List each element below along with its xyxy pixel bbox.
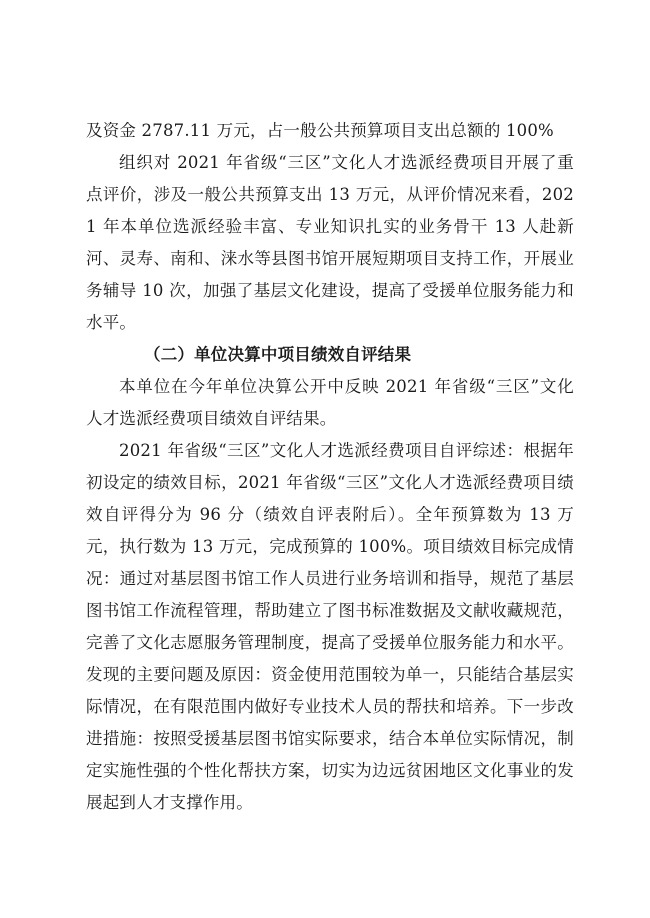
paragraph-self-evaluation-summary: 2021 年省级“三区”文化人才选派经费项目自评综述：根据年初设定的绩效目标，2021 年省级“三区”文化人才选派经费项目绩效自评得分为 96 分（绩效自评表附后）。全年预算数为 13 万元，执行数为 13 万元，完成预算的 100%。项目绩效目标完成情况：通过对基层图书馆工作人员进行业务培训和指导，规范了基层图书馆工作流程管理，帮助建立了图书标准数据及文献收藏规范，完善了文化志愿服务管理制度，提高了受援单位服务能力和水平。发现的主要问题及原因：资金使用范围较为单一，只能结合基层实际情况，在有限范围内做好专业技术人员的帮扶和培养。下一步改进措施：按照受援基层图书馆实际要求，结合本单位实际情况，制定实施性强的个性化帮扶方案，切实为边远贫困地区文化事业的发展起到人才支撑作用。 [86,441,574,812]
paragraph-funds-total: 及资金 2787.11 万元，占一般公共预算项目支出总额的 100% [86,121,554,140]
paragraph-self-evaluation-intro: 本单位在今年单位决算公开中反映 2021 年省级“三区”文化人才选派经费项目绩效自评结果。 [86,377,574,428]
document-page [86,115,574,819]
paragraph-key-evaluation: 组织对 2021 年省级“三区”文化人才选派经费项目开展了重点评价，涉及一般公共预算支出 13 万元，从评价情况来看，2021 年本单位选派经验丰富、专业知识扎实的业务骨干 13 人赴新河、灵寿、南和、涞水等县图书馆开展短期项目支持工作，开展业务辅导 10 次，加强了基层文化建设，提高了受援单位服务能力和水平。 [86,153,574,332]
section-heading: （二）单位决算中项目绩效自评结果 [144,345,412,364]
